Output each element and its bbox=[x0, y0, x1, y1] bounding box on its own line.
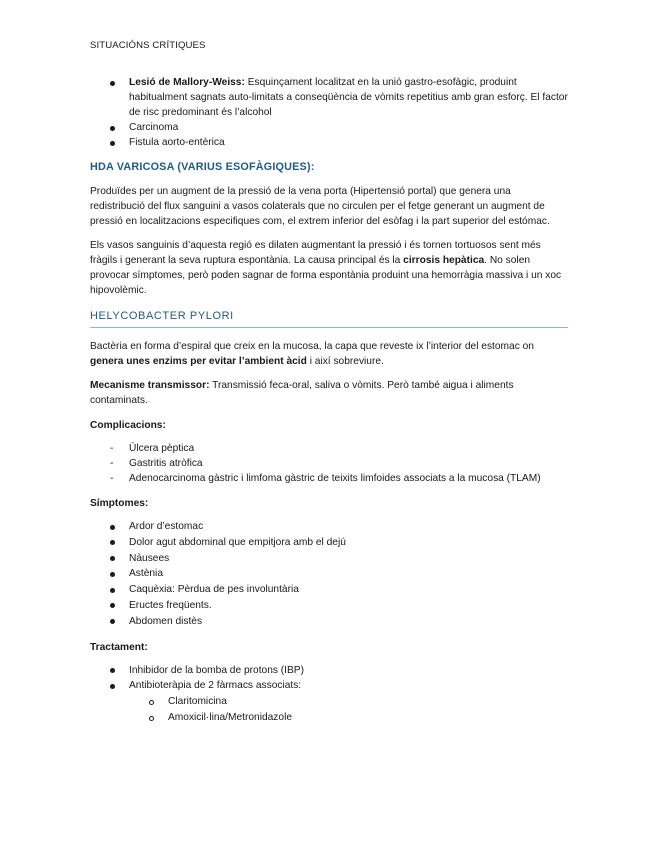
list-item bbox=[90, 456, 568, 471]
paragraph-text: Els vasos sanguinis d’aquesta regió es dilaten augmentant la pressió i és tornen tortuosos sent més fràgils i generant la seva ruptura espontània. La causa principal és la bbox=[90, 240, 541, 266]
list-item bbox=[90, 710, 568, 726]
dash-icon: - bbox=[110, 458, 114, 469]
circle-bullet-icon bbox=[149, 700, 154, 705]
list-item bbox=[90, 663, 568, 679]
list-item bbox=[90, 694, 568, 710]
list-item-text: Inhibidor de la bomba de protons (IBP) bbox=[129, 664, 304, 676]
bullet-icon bbox=[110, 126, 115, 131]
emphasis-text: genera unes enzims per evitar l’ambient àcid bbox=[90, 356, 307, 367]
paragraph bbox=[90, 378, 568, 408]
label-complicacions: Complicacions: bbox=[90, 420, 166, 431]
dash-icon: - bbox=[110, 473, 114, 484]
paragraph-text: . No solen provocar símptomes, però poden sagnar de forma espontània produint una hemorràgia massiva i un xoc hipovolèmic. bbox=[90, 255, 562, 296]
dash-icon: - bbox=[110, 443, 114, 454]
bullet-icon bbox=[110, 141, 115, 146]
term-mallory-weiss: Lesió de Mallory-Weiss: bbox=[129, 77, 245, 88]
list-item-text: Esquinçament localitzat en la unió gastro-esofàgic, produint habitualment sagnats auto-limitats a conseqüència de vòmits repetitius amb gran esforç. El factor de risc predominant és l’alcohol bbox=[129, 77, 568, 118]
paragraph-text: Bactèria en forma d’espiral que creix en la mucosa, la capa que reveste ix l’interior del estomac on bbox=[90, 341, 534, 352]
list-item bbox=[90, 614, 568, 630]
list-item-text: Ardor d’estomac bbox=[129, 521, 204, 532]
list-item-text: Abdomen distès bbox=[129, 615, 203, 627]
bullet-icon bbox=[110, 81, 115, 86]
list-item bbox=[90, 678, 568, 694]
simptomes-list bbox=[90, 519, 568, 630]
list-item bbox=[90, 519, 568, 535]
bullet-icon bbox=[110, 525, 115, 530]
circle-bullet-icon bbox=[149, 716, 154, 721]
list-item-text: Amoxicil·lina/Metronidazole bbox=[168, 711, 292, 723]
list-item bbox=[90, 551, 568, 567]
label-simptomes: Símptomes: bbox=[90, 498, 149, 509]
list-item-text: Eructes freqüents. bbox=[129, 599, 212, 611]
page-content bbox=[90, 75, 568, 726]
section-heading-hda-varicosa: HDA VARICOSA (VARIUS ESOFÀGIQUES): bbox=[90, 161, 315, 173]
label-mecanisme: Mecanisme transmissor: bbox=[90, 380, 210, 391]
bullet-icon bbox=[110, 540, 115, 545]
label-tractament: Tractament: bbox=[90, 641, 148, 653]
hda-causes-list bbox=[90, 75, 568, 150]
list-item-text: Dolor agut abdominal que empitjora amb el dejú bbox=[129, 536, 346, 548]
list-item bbox=[90, 598, 568, 614]
list-item-text: Antibioteràpia de 2 fàrmacs associats: bbox=[129, 680, 302, 692]
bullet-icon bbox=[110, 588, 115, 593]
list-item bbox=[90, 535, 568, 551]
paragraph-text: Transmissió feca-oral, saliva o vòmits. Però també aigua i aliments contaminats. bbox=[90, 380, 514, 406]
bullet-icon bbox=[110, 603, 115, 608]
bullet-icon bbox=[110, 572, 115, 577]
tractament-list bbox=[90, 663, 568, 695]
list-item-text: Fistula aorto-entèrica bbox=[129, 137, 225, 148]
paragraph-text: i així sobreviure. bbox=[306, 356, 384, 367]
paragraph: Produïdes per un augment de la pressió de la vena porta (Hipertensió portal) que genera una redistribució del flux sanguini a vasos colaterals que no circulen per el fetge generant un augment de pressió en localitzacions especifiques com, el extrem inferior del esòfag i la part superior del estómac. bbox=[90, 186, 550, 227]
list-item bbox=[90, 471, 568, 486]
list-item bbox=[90, 75, 568, 120]
bullet-icon bbox=[110, 684, 115, 689]
list-item bbox=[90, 441, 568, 456]
list-item-text: Nàusees bbox=[129, 552, 170, 564]
list-item bbox=[90, 135, 568, 150]
list-item-text: Úlcera pèptica bbox=[129, 443, 195, 454]
complicacions-list bbox=[90, 441, 568, 486]
list-item bbox=[90, 120, 568, 135]
list-item-text: Astènia bbox=[129, 568, 163, 580]
section-heading-helycobacter: HELYCOBACTER PYLORI bbox=[90, 309, 568, 328]
list-item-text: Adenocarcinoma gàstric i limfoma gàstric de teixits limfoides associats a la mucosa (TLAM) bbox=[129, 473, 541, 484]
bullet-icon bbox=[110, 556, 115, 561]
list-item-text: Claritomicina bbox=[168, 696, 227, 708]
bullet-icon bbox=[110, 619, 115, 624]
list-item-text: Gastritis atròfica bbox=[129, 458, 203, 469]
page-header: SITUACIÓNS CRÍTIQUES bbox=[90, 40, 206, 51]
bullet-icon bbox=[110, 668, 115, 673]
term-cirrosis: cirrosis hepàtica bbox=[403, 255, 485, 266]
paragraph bbox=[90, 339, 568, 369]
list-item bbox=[90, 566, 568, 582]
antibiotics-sublist bbox=[90, 694, 568, 726]
list-item bbox=[90, 582, 568, 598]
paragraph bbox=[90, 238, 568, 298]
list-item-text: Carcinoma bbox=[129, 122, 179, 133]
list-item-text: Caquèxia: Pèrdua de pes involuntària bbox=[129, 584, 299, 596]
